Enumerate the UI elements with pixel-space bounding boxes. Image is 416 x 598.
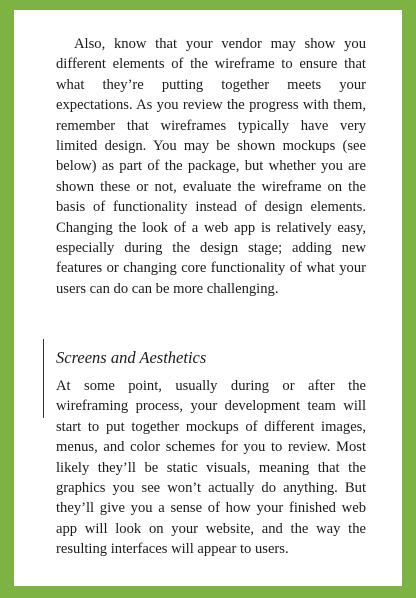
- body-paragraph-2: At some point, usually during or after the wireframing process, your development team will start to put together mockups of different images, menus, and color schemes for you to review. Most likely they’ll be static visuals, meaning that the graphics you see won’t actually do anything. But they’ll give you a sense of how your finished web app will look on your website, and the way the resulting interfaces will appear to users.: [56, 378, 366, 558]
- page: [14, 10, 402, 586]
- body-paragraph-1: Also, know that your vendor may show you different elements of the wireframe to ensure that what they’re putting together meets your expectations. As you review the progress with them, remember that wireframes typically have very limited design. You may be shown mockups (see below) as part of the package, but whether you are shown these or not, evaluate the wireframe on the basis of functionality instead of design elements. Changing the look of a web app is relatively easy, especially during the design stage; adding new features or changing core functionality of what your users can do can be more challenging.: [56, 36, 366, 297]
- section-heading: Screens and Aesthetics: [56, 348, 207, 367]
- margin-rule: [43, 339, 44, 418]
